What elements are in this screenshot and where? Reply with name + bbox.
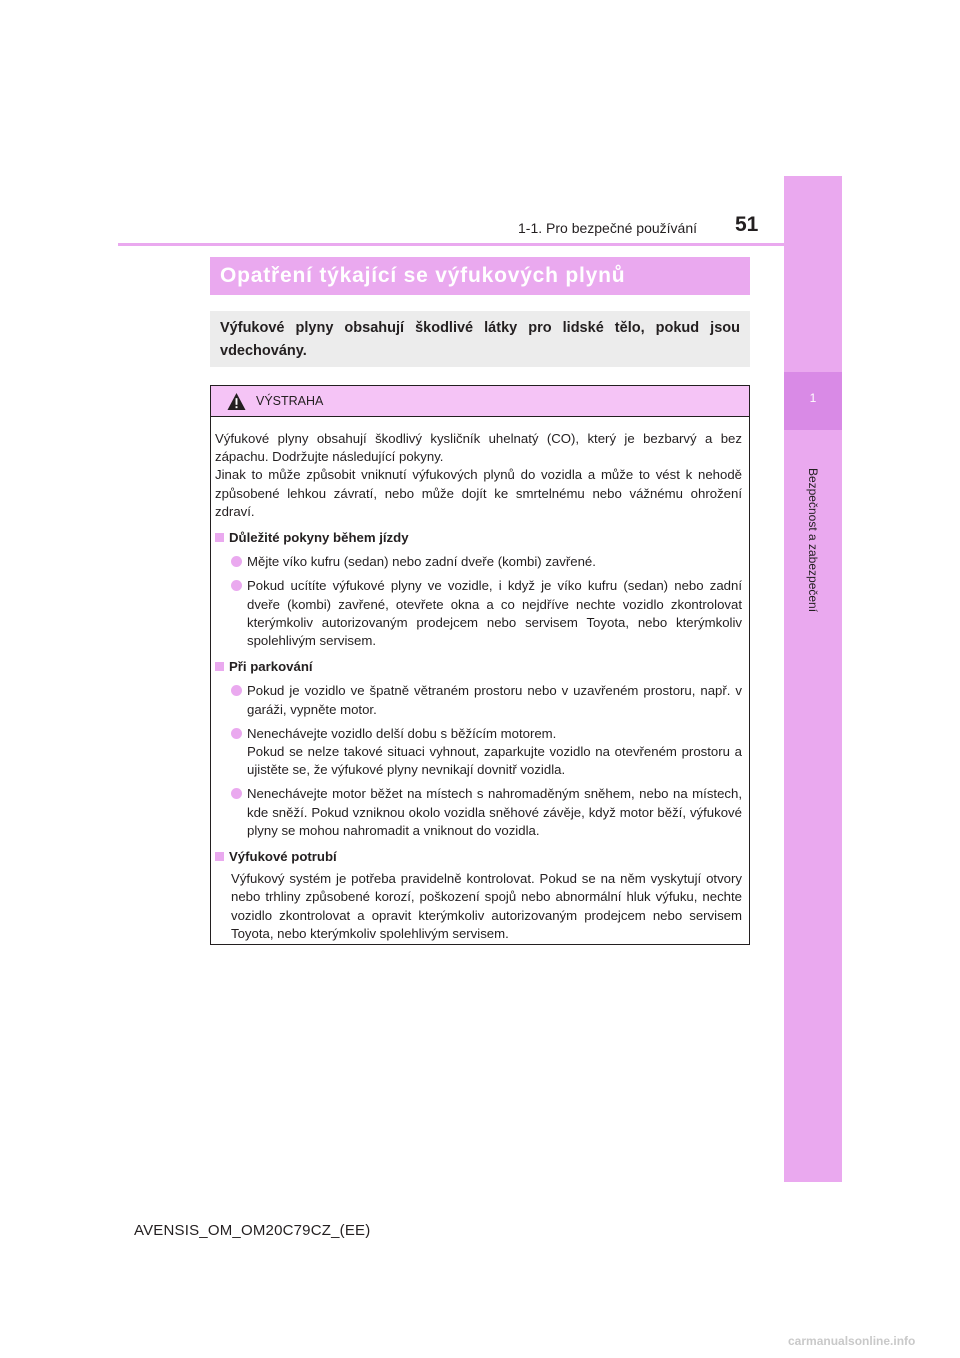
section-intro: Výfukové plyny obsahují škodlivé látky pro lidské tělo, pokud jsou vdechovány. bbox=[210, 311, 750, 367]
circle-bullet-icon bbox=[231, 556, 242, 567]
warning-paragraph: Výfukové plyny obsahují škodlivý kysličník uhelnatý (CO), který je bezbarvý a bez zápachu. Dodržujte následující pokyny. bbox=[215, 431, 742, 465]
bullet-text-extra: Pokud se nelze takové situaci vyhnout, zaparkujte vozidlo na otevřeném prostoru a ujistěte se, že výfukové plyny nevnikají dovnitř vozidla. bbox=[247, 744, 742, 778]
bullet-text: Pokud je vozidlo ve špatně větraném prostoru nebo v uzavřeném prostoru, např. v garáži, vypněte motor. bbox=[247, 683, 742, 717]
circle-bullet-icon bbox=[231, 788, 242, 799]
square-bullet-icon bbox=[215, 852, 224, 861]
list-item bbox=[215, 577, 742, 650]
warning-section-heading bbox=[215, 848, 742, 866]
section-title: Opatření týkající se výfukových plynů bbox=[210, 257, 750, 295]
document-code: AVENSIS_OM_OM20C79CZ_(EE) bbox=[134, 1222, 371, 1239]
list-item bbox=[215, 553, 742, 571]
warning-paragraph: Jinak to může způsobit vniknutí výfukových plynů do vozidla a může to vést k nehodě způsobené lehkou závratí, nebo může dojít ke smrtelnému nebo vážnému ohrožení zdraví. bbox=[215, 467, 742, 519]
chapter-label: Bezpečnost a zabezpečení bbox=[806, 467, 820, 613]
square-bullet-icon bbox=[215, 662, 224, 671]
circle-bullet-icon bbox=[231, 580, 242, 591]
warning-box bbox=[210, 385, 750, 945]
section-heading-exhaust: Výfukové potrubí bbox=[229, 849, 337, 865]
bullet-text: Pokud ucítíte výfukové plyny ve vozidle, i když je víko kufru (sedan) nebo zadní dveře (kombi) zavřené, otevřete okna a co nejdříve nechte vozidlo zkontrolovat kterýmkoliv autorizovaným prodejcem nebo servisem Toyota, nebo kterýmkoliv spolehlivým servisem. bbox=[247, 578, 742, 649]
chapter-title: 1-1. Pro bezpečné používání bbox=[518, 220, 698, 236]
list-item bbox=[215, 785, 742, 840]
bullet-text: Mějte víko kufru (sedan) nebo zadní dveře (kombi) zavřené. bbox=[247, 554, 596, 570]
square-bullet-icon bbox=[215, 533, 224, 542]
list-item bbox=[215, 682, 742, 718]
warning-section-heading bbox=[215, 658, 742, 676]
page-number: 51 bbox=[735, 213, 759, 236]
chapter-side-tab bbox=[784, 176, 842, 1182]
circle-bullet-icon bbox=[231, 728, 242, 739]
exhaust-paragraph: Výfukový systém je potřeba pravidelně kontrolovat. Pokud se na něm vyskytují otvory nebo trhliny způsobené korozí, poškození spojů nebo abnormální hluk výfuku, nechte vozidlo zkontrolovat a opravit kterýmkoliv autorizovaným prodejcem nebo servisem Toyota, nebo kterýmkoliv spolehlivým servisem. bbox=[231, 871, 742, 941]
bullet-text bbox=[247, 725, 742, 780]
warning-section-heading bbox=[215, 529, 742, 547]
bullet-text-line: Nenechávejte vozidlo delší dobu s běžícím motorem. bbox=[247, 725, 557, 741]
chapter-number: 1 bbox=[809, 391, 817, 405]
bullet-text: Nenechávejte motor běžet na místech s nahromaděným sněhem, nebo na místech, kde sněží. Pokud vzniknou okolo vozidla sněhové závěje, když motor běží, výfukové plyny se mohou nahromadit a vniknout do vozidla. bbox=[247, 786, 742, 838]
header-divider bbox=[118, 243, 784, 246]
warning-title: VÝSTRAHA bbox=[256, 394, 324, 408]
warning-header bbox=[211, 386, 749, 417]
circle-bullet-icon bbox=[231, 685, 242, 696]
list-item bbox=[215, 725, 742, 780]
warning-triangle-icon bbox=[227, 392, 246, 411]
section-heading-driving: Důležité pokyny během jízdy bbox=[229, 530, 409, 546]
warning-body bbox=[211, 417, 749, 943]
watermark: carmanualsonline.info bbox=[788, 1334, 916, 1348]
section-heading-parking: Při parkování bbox=[229, 659, 313, 675]
